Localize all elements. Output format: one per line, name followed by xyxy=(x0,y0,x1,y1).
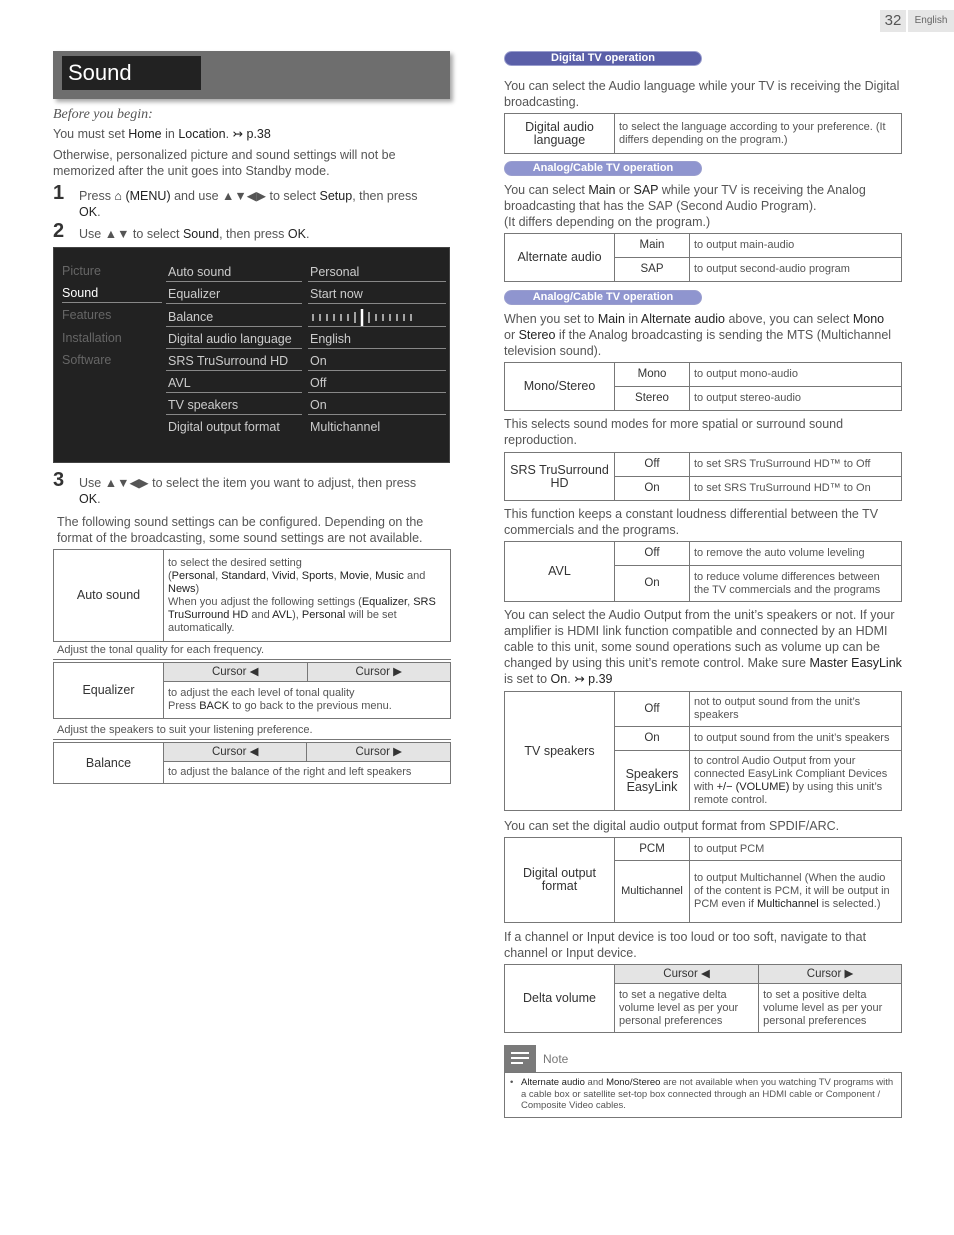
step-1-text: Press ⌂ (MENU) and use ▲▼◀▶ to select Setup, then press OK. xyxy=(79,189,418,219)
srs-label: SRS TruSurround HD xyxy=(505,453,615,501)
option-stereo: Stereo xyxy=(615,387,690,411)
delta-volume-label: Delta volume xyxy=(505,965,615,1033)
title-bar xyxy=(53,51,450,99)
option-speakers-easylink-desc: to control Audio Output from your connected EasyLink Compliant Devices with +/− (VOLUME) by using this unit’s remote control. xyxy=(690,751,902,811)
alt-audio-intro: You can select Main or SAP while your TV is receiving the Analog broadcasting that has the SAP (Second Audio Program). (It differs depending on the program.) xyxy=(504,183,866,229)
option-off-desc: to remove the auto volume leveling xyxy=(690,542,902,566)
page-number: 32 xyxy=(880,10,906,32)
section-digital-tv: Digital TV operation xyxy=(504,51,702,66)
cursor-right-header: Cursor ▶ xyxy=(307,743,451,762)
option-pcm-desc: to output PCM xyxy=(690,838,902,861)
balance-label: Balance xyxy=(54,743,164,784)
cursor-left-header: Cursor ◀ xyxy=(164,743,307,762)
option-speakers-easylink: Speakers EasyLink xyxy=(615,751,690,811)
option-off-desc: to set SRS TruSurround HD™ to Off xyxy=(690,453,902,477)
intro-left: The following sound settings can be configured. Depending on the format of the broadcasting, some sound settings are not available. xyxy=(57,515,424,545)
auto-sound-table xyxy=(53,549,451,642)
cursor-right-header: Cursor ▶ xyxy=(759,965,902,984)
digital-audio-desc: to select the language according to your preference. (It differs depending on the program.) xyxy=(615,114,902,154)
option-on: On xyxy=(615,477,690,501)
auto-sound-desc: to select the desired setting (Personal, Standard, Vivid, Sports, Movie, Music and News) When you adjust the following settings (Equalizer, SRS TruSurround HD and AVL), Personal will be set automatically. xyxy=(164,550,451,642)
digital-audio-table xyxy=(504,113,902,154)
option-on: On xyxy=(615,566,690,602)
balance-desc: to adjust the balance of the right and left speakers xyxy=(164,762,451,784)
delta-negative-desc: to set a negative delta volume level as per your personal preferences xyxy=(615,984,759,1033)
option-off: Off xyxy=(615,542,690,566)
option-on-desc: to set SRS TruSurround HD™ to On xyxy=(690,477,902,501)
step-2-text: Use ▲▼ to select Sound, then press OK. xyxy=(79,227,310,241)
balance-slider-ticks xyxy=(310,308,420,326)
cursor-right-header: Cursor ▶ xyxy=(307,663,451,682)
balance-slider xyxy=(308,306,446,327)
home-icon: ⌂ xyxy=(114,189,122,203)
option-sap: SAP xyxy=(615,258,690,282)
tv-speakers-table xyxy=(504,691,902,811)
alternate-audio-label: Alternate audio xyxy=(505,234,615,282)
digital-output-format-table xyxy=(504,837,902,923)
option-mono: Mono xyxy=(615,363,690,387)
option-main-desc: to output main-audio xyxy=(690,234,902,258)
equalizer-desc: to adjust the each level of tonal quality Press BACK to go back to the previous menu. xyxy=(164,682,451,719)
section-analog-cable: Analog/Cable TV operation xyxy=(504,290,702,305)
dof-intro: You can set the digital audio output format from SPDIF/ARC. xyxy=(504,819,840,833)
step-3-text: Use ▲▼◀▶ to select the item you want to adjust, then press OK. xyxy=(79,476,417,506)
digital-audio-label: Digital audio language xyxy=(505,114,615,154)
menu-category-installation: Installation xyxy=(62,331,122,345)
option-pcm: PCM xyxy=(615,838,690,861)
note-box: • Alternate audio and Mono/Stereo are not available when you watching TV programs with a cable box or satellite set-top box connected through an HDMI cable or Component / Composite Video cables. xyxy=(504,1072,902,1118)
before-para: Otherwise, personalized picture and sound settings will not be memorized after the unit goes into Standby mode. xyxy=(53,148,396,178)
tv-speakers-intro: You can select the Audio Output from the unit’s speakers or not. If your amplifier is HDMI link function compatible and connected by an HDMI cable to this unit, some sound operations such as volume up can be changed by using this unit’s remote control. Make sure Master EasyLink is set to On. ↣ p.39 xyxy=(504,608,902,686)
step-number: 2 xyxy=(53,220,65,242)
menu-row: Digital audio language English xyxy=(166,328,446,349)
menu-category-software: Software xyxy=(62,353,112,367)
balance-intro: Adjust the speakers to suit your listening preference. xyxy=(57,724,313,736)
option-main: Main xyxy=(615,234,690,258)
menu-row: TV speakers On xyxy=(166,394,446,415)
option-mono-desc: to output mono-audio xyxy=(690,363,902,387)
avl-label: AVL xyxy=(505,542,615,602)
cursor-left-header: Cursor ◀ xyxy=(164,663,308,682)
menu-category-picture: Picture xyxy=(62,264,101,278)
step-number: 1 xyxy=(53,182,65,204)
tv-speakers-label: TV speakers xyxy=(505,692,615,811)
note-icon xyxy=(504,1045,536,1072)
tv-menu-screenshot xyxy=(53,247,450,463)
option-multichannel-desc: to output Multichannel (When the audio of the content is PCM, it will be output in PCM even if Multichannel is selected.) xyxy=(690,861,902,923)
cursor-left-header: Cursor ◀ xyxy=(615,965,759,984)
menu-category-features: Features xyxy=(62,308,112,322)
digital-tv-intro: You can select the Audio language while your TV is receiving the Digital broadcasting. xyxy=(504,79,900,109)
mono-stereo-label: Mono/Stereo xyxy=(505,363,615,411)
menu-row: Equalizer Start now xyxy=(166,283,446,304)
bullet-icon: • xyxy=(510,1077,514,1088)
mono-stereo-table xyxy=(504,362,902,411)
menu-category-sound: Sound xyxy=(62,283,162,303)
page-language: English xyxy=(908,10,954,32)
option-on-desc: to reduce volume differences between the TV commercials and the programs xyxy=(690,566,902,602)
option-on: On xyxy=(615,727,690,751)
arrow-ref-icon: ↣ xyxy=(232,127,244,141)
option-multichannel: Multichannel xyxy=(615,861,690,923)
delta-intro: If a channel or Input device is too loud or too soft, navigate to that channel or Input device. xyxy=(504,930,867,960)
balance-table xyxy=(53,742,451,784)
menu-row: AVL Off xyxy=(166,372,446,393)
menu-row: SRS TruSurround HD On xyxy=(166,350,446,371)
srs-table xyxy=(504,452,902,501)
srs-intro: This selects sound modes for more spatial or surround sound reproduction. xyxy=(504,417,844,447)
equalizer-intro: Adjust the tonal quality for each frequency. xyxy=(57,644,265,656)
mono-intro: When you set to Main in Alternate audio above, you can select Mono or Stereo if the Analog broadcasting is sending the MTS (Multichannel television sound). xyxy=(504,312,892,358)
note-label: Note xyxy=(543,1052,569,1066)
option-sap-desc: to output second-audio program xyxy=(690,258,902,282)
alternate-audio-table xyxy=(504,233,902,282)
option-stereo-desc: to output stereo-audio xyxy=(690,387,902,411)
auto-sound-label: Auto sound xyxy=(54,550,164,642)
delta-volume-table xyxy=(504,964,902,1033)
before-line: You must set Home in Location. ↣ p.38 xyxy=(53,127,271,141)
menu-row: Auto sound Personal xyxy=(166,261,446,282)
avl-table xyxy=(504,541,902,602)
arrow-ref-icon: ↣ xyxy=(574,672,585,686)
page-title: Sound xyxy=(62,56,201,90)
option-off: Off xyxy=(615,453,690,477)
option-on-desc: to output sound from the unit’s speakers xyxy=(690,727,902,751)
equalizer-label: Equalizer xyxy=(54,663,164,719)
before-heading: Before you begin: xyxy=(53,107,153,122)
menu-row: Balance xyxy=(166,306,446,327)
equalizer-table xyxy=(53,662,451,719)
step-number: 3 xyxy=(53,469,65,491)
option-off: Off xyxy=(615,692,690,727)
section-analog-cable: Analog/Cable TV operation xyxy=(504,161,702,176)
delta-positive-desc: to set a positive delta volume level as per your personal preferences xyxy=(759,984,902,1033)
menu-row: Digital output format Multichannel xyxy=(168,420,381,434)
avl-intro: This function keeps a constant loudness differential between the TV commercials and the programs. xyxy=(504,507,879,537)
option-off-desc: not to output sound from the unit’s speakers xyxy=(690,692,902,727)
dof-label: Digital output format xyxy=(505,838,615,923)
